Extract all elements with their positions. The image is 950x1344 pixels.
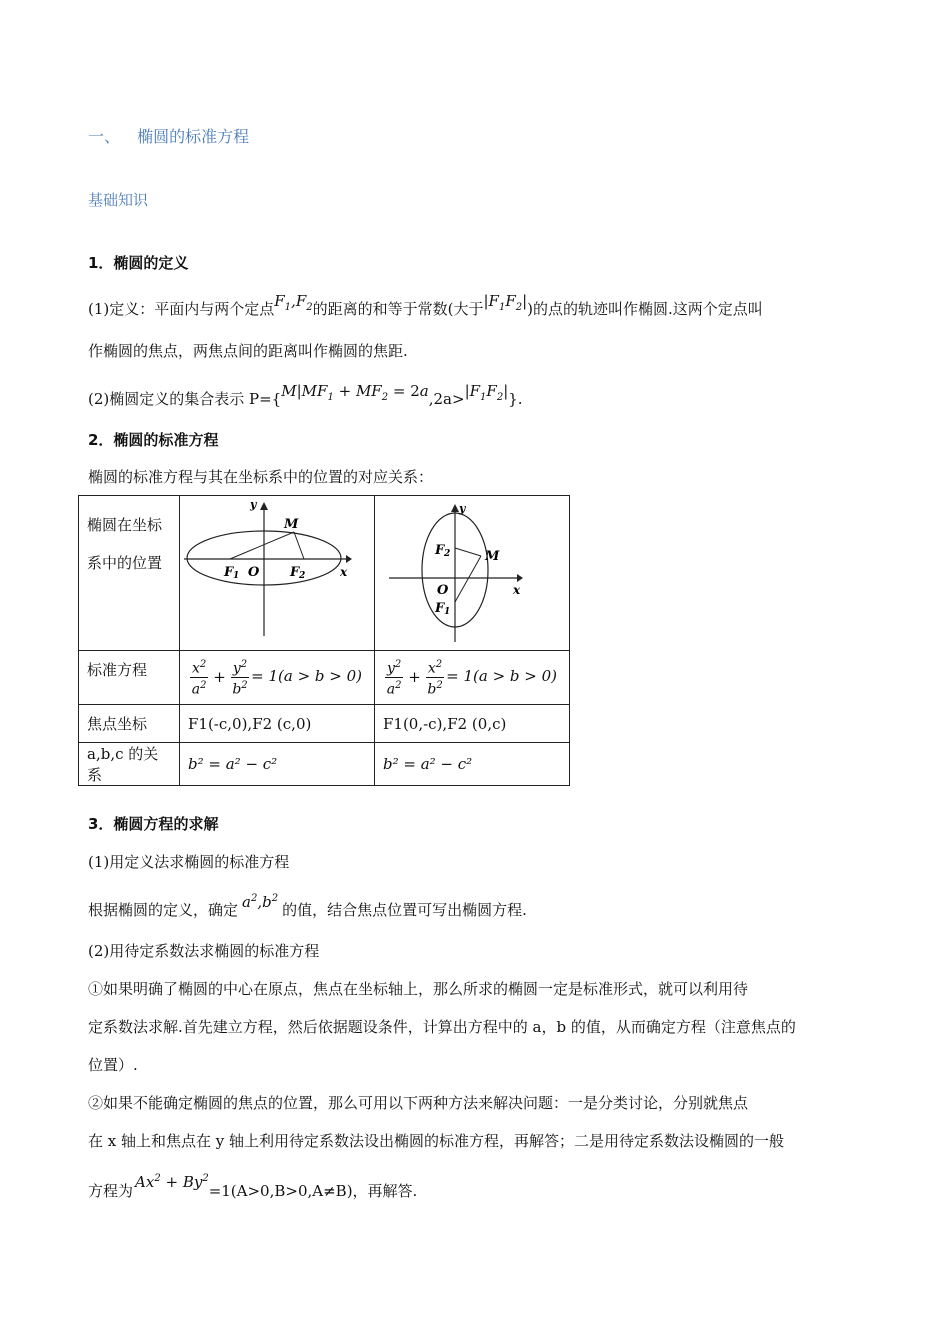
table-cell-horizontal-foci: F1(-c,0),F2 (c,0) — [180, 705, 375, 743]
method-2-point-1-line-2: 定系数法求解.首先建立方程，然后依据题设条件，计算出方程中的 a，b 的值，从而确定方程（注意焦点的 — [88, 1018, 796, 1036]
method-1-text-b: 的值，结合焦点位置可写出椭圆方程. — [282, 901, 527, 919]
set-focal-symbol: $|F_1F_2|$ — [464, 382, 509, 403]
table-cell-equation-label: 标准方程 — [79, 651, 180, 705]
table-cell-horizontal-ellipse — [180, 496, 375, 651]
point-m-label: M — [485, 549, 500, 564]
vertical-ellipse-figure — [375, 496, 569, 646]
vertical-equation-condition: = 1(a > b > 0) — [446, 667, 558, 686]
point-m-label: M — [284, 517, 299, 532]
method-2-point-2-line-1: ②如果不能确定椭圆的焦点的位置，那么可用以下两种方法来解决问题：一是分类讨论，分别就焦点 — [88, 1094, 749, 1112]
table-cell-vertical-equation: $\frac{y^2}{a^2}$ + $\frac{x^2}{b^2}$ = 1(a > b > 0) — [375, 651, 570, 705]
table-cell-position-label — [79, 496, 180, 651]
method-1-body — [88, 893, 527, 920]
position-label-a: 椭圆在坐标 — [87, 516, 163, 534]
method-1-text-a: 根据椭圆的定义，确定 — [88, 901, 239, 919]
method-1-title: (1)用定义法求椭圆的标准方程 — [88, 853, 290, 871]
foci-symbols: $F_1,F_2$ — [274, 292, 313, 313]
table-row — [79, 743, 570, 786]
focus-2-subscript: 2 — [299, 571, 306, 581]
set-condition-formula: $M|MF_1 + MF_2 = 2a$ — [281, 382, 429, 403]
focus-1-label: F — [435, 601, 445, 616]
position-label-b: 系中的位置 — [87, 554, 163, 572]
definition-line-2: 作椭圆的焦点，两焦点间的距离叫作椭圆的焦距. — [88, 342, 408, 360]
table-cell-vertical-relation: b² = a² − c² — [375, 743, 570, 786]
set-text-b: ,2a> — [428, 390, 465, 408]
a2-b2-symbols: $a^2,b^2$ — [242, 893, 279, 911]
method-2-title: (2)用待定系数法求椭圆的标准方程 — [88, 942, 320, 960]
table-cell-horizontal-equation: $\frac{x^2}{a^2}$ + $\frac{y^2}{b^2}$ = 1(a > b > 0) — [180, 651, 375, 705]
focal-radius-1 — [230, 532, 294, 559]
definition-text-b: 的距离的和等于常数(大于 — [312, 300, 484, 318]
x-axis-arrow — [517, 574, 523, 582]
table-cell-vertical-ellipse — [375, 496, 570, 651]
y-axis-arrow — [451, 504, 459, 512]
fraction-x2-b2: $\frac{x^2}{b^2}$ — [427, 659, 443, 698]
focus-2-subscript: 2 — [444, 549, 451, 559]
ellipse-relation-table — [78, 495, 570, 786]
focal-radius-2 — [294, 532, 304, 559]
chapter-title: 椭圆的标准方程 — [137, 127, 250, 146]
focus-2-label: F — [290, 565, 300, 580]
table-row — [79, 705, 570, 743]
y-axis-arrow — [260, 502, 268, 510]
focal-distance-symbol: $|F_1F_2|$ — [483, 292, 528, 313]
section-2-title: 2．椭圆的标准方程 — [88, 431, 219, 449]
focus-1-label: F — [224, 565, 234, 580]
x-label: x — [513, 583, 521, 597]
y-label: y — [250, 498, 257, 511]
subsection-heading: 基础知识 — [88, 191, 149, 209]
fraction-x2-a2: $\frac{x^2}{a^2}$ — [191, 659, 207, 698]
method-2-point-2-line-3 — [88, 1173, 418, 1201]
table-cell-foci-label: 焦点坐标 — [79, 705, 180, 743]
focus-1-subscript: 1 — [444, 607, 451, 617]
table-cell-relation-label: a,b,c 的关系 — [79, 743, 180, 786]
set-text-a: (2)椭圆定义的集合表示 P={ — [88, 390, 282, 408]
set-text-c: }. — [508, 390, 523, 408]
origin-label: O — [437, 583, 449, 598]
general-equation-text-b: =1(A>0,B>0,A≠B)，再解答. — [208, 1182, 418, 1200]
definition-text-c: )的点的轨迹叫作椭圆.这两个定点叫 — [527, 300, 763, 318]
y-label: y — [459, 502, 466, 515]
x-label: x — [340, 565, 348, 579]
focal-radius-2 — [455, 556, 481, 602]
table-cell-vertical-foci: F1(0,-c),F2 (0,c) — [375, 705, 570, 743]
table-row — [79, 651, 570, 705]
definition-text-a: (1)定义：平面内与两个定点 — [88, 300, 275, 318]
table-cell-horizontal-relation: b² = a² − c² — [180, 743, 375, 786]
focus-1-subscript: 1 — [233, 571, 240, 581]
chapter-heading — [88, 124, 249, 147]
general-equation-formula: $Ax^2 + By^2$ — [135, 1173, 209, 1191]
horizontal-ellipse-figure — [180, 496, 374, 646]
fraction-y2-a2: $\frac{y^2}{a^2}$ — [386, 659, 402, 698]
method-2-point-1-line-1: ①如果明确了椭圆的中心在原点，焦点在坐标轴上，那么所求的椭圆一定是标准形式，就可以利用待 — [88, 980, 749, 998]
x-axis-arrow — [346, 555, 352, 563]
origin-label: O — [248, 565, 260, 580]
general-equation-text-a: 方程为 — [88, 1182, 134, 1200]
set-representation — [88, 382, 523, 411]
focal-radius-1 — [455, 548, 481, 556]
definition-line-1 — [88, 292, 763, 321]
section-2-intro: 椭圆的标准方程与其在坐标系中的位置的对应关系： — [88, 468, 434, 486]
table-row — [79, 496, 570, 651]
section-1-title: 1．椭圆的定义 — [88, 254, 189, 272]
horizontal-equation-condition: = 1(a > b > 0) — [251, 667, 363, 686]
method-2-point-1-line-3: 位置）. — [88, 1056, 138, 1074]
focus-2-label: F — [435, 543, 445, 558]
fraction-y2-b2: $\frac{y^2}{b^2}$ — [232, 659, 248, 698]
method-2-point-2-line-2: 在 x 轴上和焦点在 y 轴上利用待定系数法设出椭圆的标准方程，再解答；二是用待定系数法设椭圆的一般 — [88, 1132, 785, 1150]
section-3-title: 3．椭圆方程的求解 — [88, 815, 219, 833]
chapter-number: 一、 — [88, 127, 121, 146]
